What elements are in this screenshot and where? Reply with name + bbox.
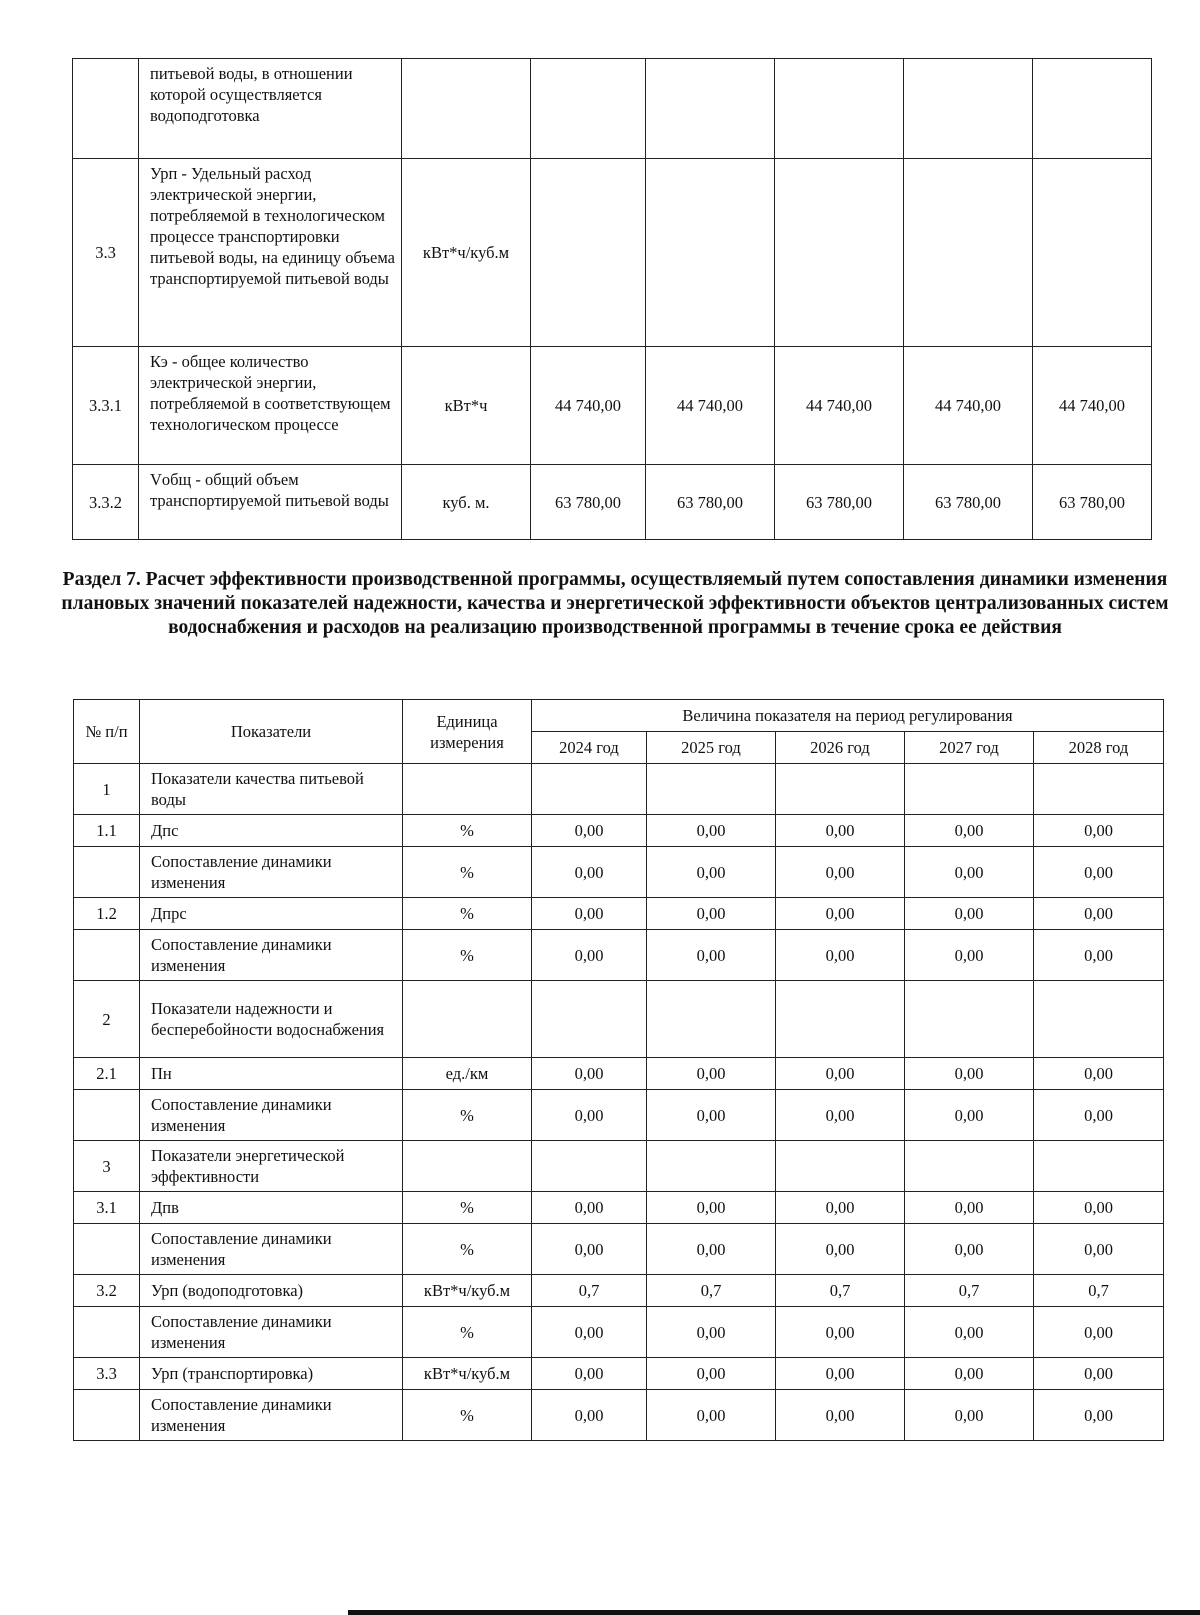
indicator-name: Vобщ - общий объем транспортируемой питьевой воды	[139, 465, 402, 540]
row-number	[74, 1307, 140, 1358]
table-row	[74, 898, 1164, 930]
value-cell: 0,00	[905, 847, 1034, 898]
value-cell	[647, 1141, 776, 1192]
table-row	[74, 1275, 1164, 1307]
unit-cell	[403, 1141, 532, 1192]
indicator-name: Сопоставление динамики изменения	[140, 1224, 403, 1275]
value-cell: 0,00	[532, 1192, 647, 1224]
value-cell: 44 740,00	[1033, 347, 1152, 465]
value-cell: 0,00	[776, 1390, 905, 1441]
value-cell	[776, 981, 905, 1058]
value-cell: 0,7	[776, 1275, 905, 1307]
unit-cell: кВт*ч/куб.м	[403, 1275, 532, 1307]
value-cell: 44 740,00	[904, 347, 1033, 465]
row-number	[73, 59, 139, 159]
unit-cell: кВт*ч/куб.м	[403, 1358, 532, 1390]
indicator-name: Сопоставление динамики изменения	[140, 847, 403, 898]
header-unit: Единица измерения	[403, 700, 532, 764]
indicator-name: Сопоставление динамики изменения	[140, 930, 403, 981]
value-cell: 0,7	[1034, 1275, 1164, 1307]
value-cell	[905, 981, 1034, 1058]
value-cell	[532, 981, 647, 1058]
value-cell: 44 740,00	[775, 347, 904, 465]
value-cell	[531, 59, 646, 159]
value-cell: 0,00	[647, 1192, 776, 1224]
value-cell: 0,7	[647, 1275, 776, 1307]
unit-cell: ед./км	[403, 1058, 532, 1090]
row-number: 1	[74, 764, 140, 815]
value-cell: 0,7	[905, 1275, 1034, 1307]
unit-cell: %	[403, 1307, 532, 1358]
table-row	[74, 1090, 1164, 1141]
value-cell: 0,00	[905, 1307, 1034, 1358]
value-cell	[647, 764, 776, 815]
header-num: № п/п	[74, 700, 140, 764]
value-cell: 0,00	[776, 847, 905, 898]
table-row	[74, 981, 1164, 1058]
value-cell: 0,00	[776, 1058, 905, 1090]
row-number: 3.3	[73, 159, 139, 347]
row-number: 2	[74, 981, 140, 1058]
value-cell: 0,00	[1034, 1058, 1164, 1090]
value-cell: 0,00	[532, 1358, 647, 1390]
efficiency-table	[73, 699, 1164, 1441]
unit-cell: %	[403, 930, 532, 981]
value-cell: 0,00	[905, 1058, 1034, 1090]
value-cell: 0,00	[905, 1358, 1034, 1390]
value-cell: 0,00	[532, 1224, 647, 1275]
value-cell: 0,00	[532, 1058, 647, 1090]
value-cell: 0,00	[1034, 847, 1164, 898]
value-cell: 0,00	[647, 815, 776, 847]
value-cell	[1034, 764, 1164, 815]
value-cell: 0,00	[905, 1224, 1034, 1275]
indicator-name: Пн	[140, 1058, 403, 1090]
continuation-table	[72, 58, 1152, 540]
indicator-name: Урп - Удельный расход электрической энергии, потребляемой в технологическом процессе транспортировки питьевой воды, на единицу объема транспортируемой питьевой воды	[139, 159, 402, 347]
indicator-name: Урп (транспортировка)	[140, 1358, 403, 1390]
header-name: Показатели	[140, 700, 403, 764]
value-cell	[905, 764, 1034, 815]
unit-cell	[403, 764, 532, 815]
value-cell: 0,00	[776, 1358, 905, 1390]
table-row	[74, 1358, 1164, 1390]
row-number	[74, 1224, 140, 1275]
value-cell: 0,00	[647, 1358, 776, 1390]
row-number: 3.2	[74, 1275, 140, 1307]
value-cell: 0,00	[905, 1090, 1034, 1141]
header-year: 2028 год	[1034, 732, 1164, 764]
value-cell: 0,00	[905, 815, 1034, 847]
value-cell: 63 780,00	[531, 465, 646, 540]
indicator-name: Показатели качества питьевой воды	[140, 764, 403, 815]
value-cell: 44 740,00	[531, 347, 646, 465]
value-cell	[647, 981, 776, 1058]
value-cell: 0,00	[776, 1307, 905, 1358]
value-cell: 0,00	[647, 1090, 776, 1141]
value-cell	[532, 764, 647, 815]
table-row	[73, 159, 1152, 347]
row-number: 2.1	[74, 1058, 140, 1090]
unit-cell: кВт*ч	[402, 347, 531, 465]
indicator-name: Урп (водоподготовка)	[140, 1275, 403, 1307]
table-row	[74, 930, 1164, 981]
value-cell: 0,00	[776, 815, 905, 847]
section-title: Раздел 7. Расчет эффективности производственной программы, осуществляемый путем сопоставления динамики изменения плановых значений показателей надежности, качества и энергетической эффективности объектов централизованных систем водоснабжения и расходов на реализацию производственной программы в течение срока ее действия	[61, 569, 1169, 638]
value-cell	[775, 59, 904, 159]
indicator-name: Дпс	[140, 815, 403, 847]
value-cell: 0,00	[776, 898, 905, 930]
value-cell: 0,00	[647, 1307, 776, 1358]
value-cell	[531, 159, 646, 347]
unit-cell	[402, 59, 531, 159]
row-number: 1.2	[74, 898, 140, 930]
value-cell: 0,00	[647, 1058, 776, 1090]
value-cell: 0,00	[647, 1224, 776, 1275]
value-cell	[1033, 159, 1152, 347]
unit-cell: %	[403, 1224, 532, 1275]
table-row	[74, 1307, 1164, 1358]
value-cell	[1034, 981, 1164, 1058]
header-row	[74, 700, 1164, 732]
value-cell: 0,00	[1034, 1090, 1164, 1141]
value-cell: 0,00	[532, 930, 647, 981]
table-row	[74, 1224, 1164, 1275]
table-row	[74, 847, 1164, 898]
value-cell: 0,00	[776, 1192, 905, 1224]
row-number	[74, 847, 140, 898]
value-cell: 63 780,00	[775, 465, 904, 540]
value-cell	[904, 159, 1033, 347]
value-cell: 0,00	[1034, 1358, 1164, 1390]
indicator-name: Дпрс	[140, 898, 403, 930]
unit-cell	[403, 981, 532, 1058]
row-number: 1.1	[74, 815, 140, 847]
indicator-name: питьевой воды, в отношении которой осуществляется водоподготовка	[139, 59, 402, 159]
value-cell	[1034, 1141, 1164, 1192]
value-cell	[776, 764, 905, 815]
header-period: Величина показателя на период регулирования	[532, 700, 1164, 732]
value-cell: 0,00	[532, 1307, 647, 1358]
value-cell	[775, 159, 904, 347]
page-edge-rule	[348, 1610, 1200, 1615]
value-cell: 0,7	[532, 1275, 647, 1307]
value-cell	[646, 59, 775, 159]
value-cell	[776, 1141, 905, 1192]
value-cell: 0,00	[776, 1090, 905, 1141]
value-cell: 0,00	[532, 847, 647, 898]
value-cell: 0,00	[532, 898, 647, 930]
table-row	[73, 59, 1152, 159]
indicator-name: Сопоставление динамики изменения	[140, 1090, 403, 1141]
unit-cell: %	[403, 815, 532, 847]
value-cell: 0,00	[532, 1390, 647, 1441]
unit-cell: %	[403, 1192, 532, 1224]
header-year: 2027 год	[905, 732, 1034, 764]
indicator-name: Кэ - общее количество электрической энергии, потребляемой в соответствующем технологическом процессе	[139, 347, 402, 465]
value-cell: 44 740,00	[646, 347, 775, 465]
row-number: 3.1	[74, 1192, 140, 1224]
value-cell: 0,00	[1034, 930, 1164, 981]
value-cell: 0,00	[905, 898, 1034, 930]
value-cell: 63 780,00	[646, 465, 775, 540]
value-cell: 63 780,00	[904, 465, 1033, 540]
value-cell	[905, 1141, 1034, 1192]
header-year: 2024 год	[532, 732, 647, 764]
value-cell	[646, 159, 775, 347]
header-year: 2025 год	[647, 732, 776, 764]
row-number: 3.3	[74, 1358, 140, 1390]
value-cell: 0,00	[532, 1090, 647, 1141]
value-cell: 0,00	[776, 1224, 905, 1275]
header-year: 2026 год	[776, 732, 905, 764]
value-cell: 0,00	[647, 1390, 776, 1441]
indicator-name: Сопоставление динамики изменения	[140, 1307, 403, 1358]
row-number	[74, 930, 140, 981]
indicator-name: Показатели энергетической эффективности	[140, 1141, 403, 1192]
value-cell: 0,00	[905, 930, 1034, 981]
unit-cell: %	[403, 847, 532, 898]
indicator-name: Дпв	[140, 1192, 403, 1224]
table-row	[74, 1141, 1164, 1192]
value-cell: 0,00	[1034, 1307, 1164, 1358]
row-number	[74, 1090, 140, 1141]
table-row	[73, 465, 1152, 540]
table-row	[73, 347, 1152, 465]
unit-cell: %	[403, 898, 532, 930]
table-row	[74, 1058, 1164, 1090]
value-cell	[532, 1141, 647, 1192]
value-cell: 0,00	[647, 847, 776, 898]
value-cell	[904, 59, 1033, 159]
value-cell: 0,00	[647, 930, 776, 981]
table-row	[74, 1390, 1164, 1441]
unit-cell: %	[403, 1090, 532, 1141]
value-cell: 0,00	[776, 930, 905, 981]
unit-cell: куб. м.	[402, 465, 531, 540]
value-cell: 0,00	[1034, 1192, 1164, 1224]
value-cell	[1033, 59, 1152, 159]
unit-cell: %	[403, 1390, 532, 1441]
value-cell: 0,00	[1034, 815, 1164, 847]
value-cell: 0,00	[1034, 1224, 1164, 1275]
unit-cell: кВт*ч/куб.м	[402, 159, 531, 347]
row-number: 3.3.1	[73, 347, 139, 465]
row-number	[74, 1390, 140, 1441]
table-row	[74, 1192, 1164, 1224]
table-row	[74, 764, 1164, 815]
row-number: 3	[74, 1141, 140, 1192]
row-number: 3.3.2	[73, 465, 139, 540]
indicator-name: Сопоставление динамики изменения	[140, 1390, 403, 1441]
table-row	[74, 815, 1164, 847]
value-cell: 0,00	[647, 898, 776, 930]
value-cell: 63 780,00	[1033, 465, 1152, 540]
value-cell: 0,00	[905, 1390, 1034, 1441]
value-cell: 0,00	[1034, 1390, 1164, 1441]
value-cell: 0,00	[905, 1192, 1034, 1224]
value-cell: 0,00	[532, 815, 647, 847]
indicator-name: Показатели надежности и бесперебойности водоснабжения	[140, 981, 403, 1058]
value-cell: 0,00	[1034, 898, 1164, 930]
